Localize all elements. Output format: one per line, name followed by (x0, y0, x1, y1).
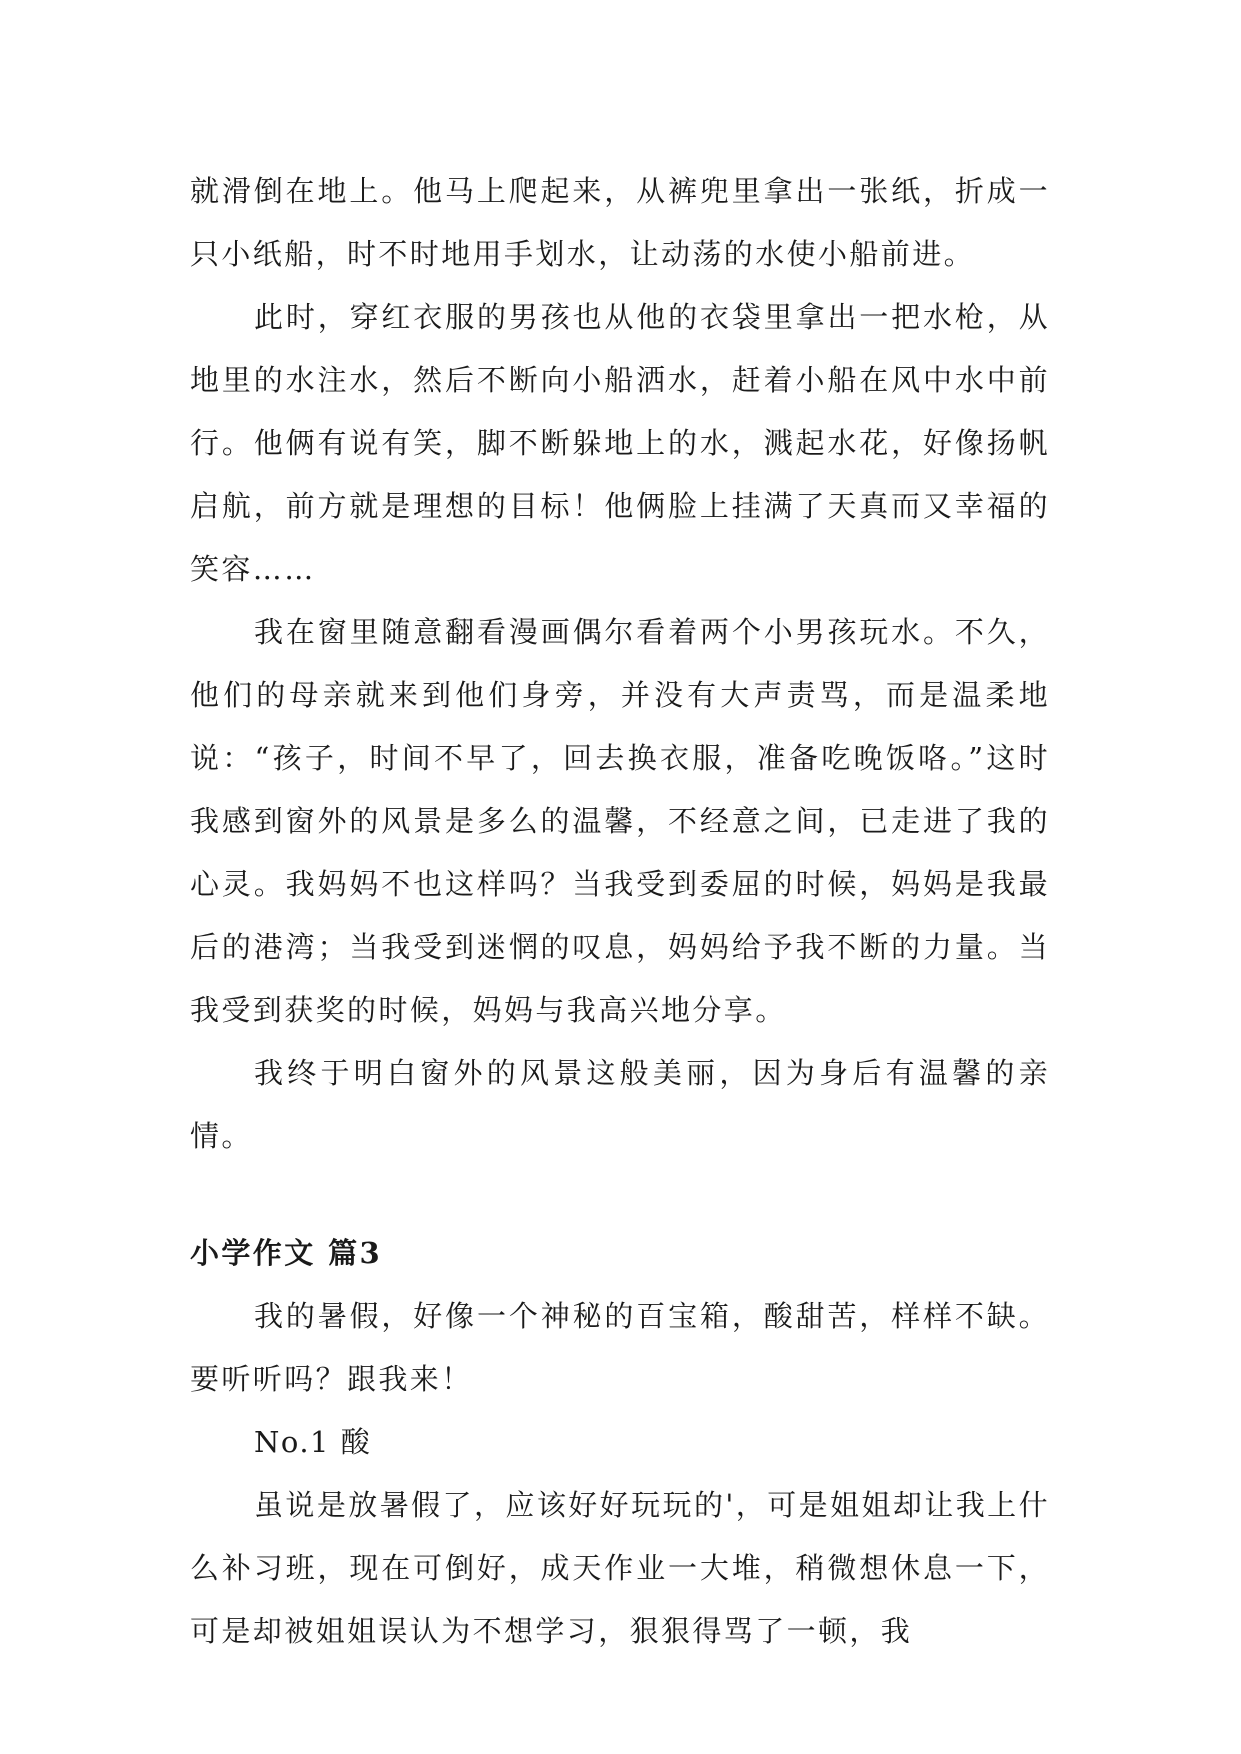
paragraph: 此时，穿红衣服的男孩也从他的衣袋里拿出一把水枪，从地里的水注水，然后不断向小船洒水，赶着小船在风中水中前行。他俩有说有笑，脚不断躲地上的水，溅起水花，好像扬帆启航，前方就是理想的目标！他俩脸上挂满了天真而又幸福的笑容…… (190, 300, 1050, 586)
section-title: 小学作文 篇3 (190, 1236, 383, 1270)
paragraph: 虽说是放暑假了，应该好好玩玩的'，可是姐姐却让我上什么补习班，现在可倒好，成天作业一大堆，稍微想休息一下，可是却被姐姐误认为不想学习，狠狠得骂了一顿，我 (190, 1488, 1050, 1648)
document-body (190, 160, 1050, 1663)
subsection-heading: No.1 酸 (254, 1425, 372, 1459)
paragraph-continued: 就滑倒在地上。他马上爬起来，从裤兜里拿出一张纸，折成一只小纸船，时不时地用手划水，让动荡的水使小船前进。 (190, 174, 1050, 271)
paragraph: 我的暑假，好像一个神秘的百宝箱，酸甜苦，样样不缺。要听听吗？跟我来！ (190, 1299, 1050, 1396)
paragraph: 我终于明白窗外的风景这般美丽，因为身后有温馨的亲情。 (190, 1056, 1050, 1153)
paragraph: 我在窗里随意翻看漫画偶尔看着两个小男孩玩水。不久，他们的母亲就来到他们身旁，并没有大声责骂，而是温柔地说：“孩子，时间不早了，回去换衣服，准备吃晚饭咯。”这时我感到窗外的风景是多么的温馨，不经意之间，已走进了我的心灵。我妈妈不也这样吗？当我受到委屈的时候，妈妈是我最后的港湾；当我受到迷惘的叹息，妈妈给予我不断的力量。当我受到获奖的时候，妈妈与我高兴地分享。 (190, 615, 1050, 1027)
